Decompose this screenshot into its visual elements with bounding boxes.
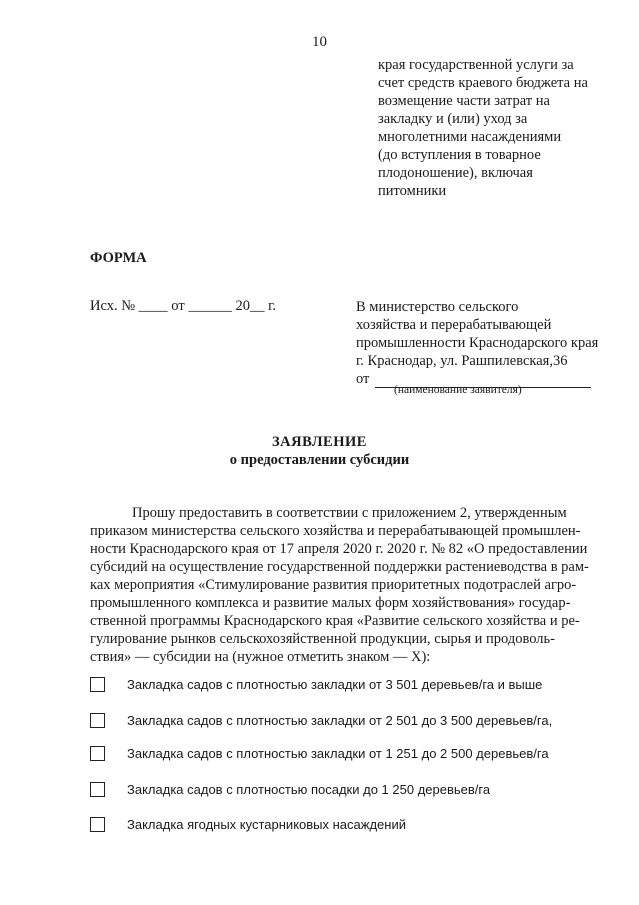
from-label: от: [356, 371, 370, 387]
header-line: питомники: [378, 183, 447, 199]
option-row[interactable]: [90, 713, 552, 728]
body-paragraph: [90, 504, 610, 666]
page-number: 10: [312, 34, 327, 50]
option-label: Закладка ягодных кустарниковых насаждений: [127, 817, 406, 832]
header-line: возмещение части затрат на: [378, 93, 550, 109]
header-line: (до вступления в товарное: [378, 147, 541, 163]
option-checkbox[interactable]: [90, 817, 105, 832]
option-checkbox[interactable]: [90, 782, 105, 797]
addressee-line: В министерство сельского: [356, 299, 519, 315]
option-checkbox[interactable]: [90, 713, 105, 728]
addressee-line: хозяйства и перерабатывающей: [356, 317, 552, 333]
body-line: ствия» — субсидии на (нужное отметить знаком — X):: [90, 649, 431, 665]
option-label: Закладка садов с плотностью закладки от 1 251 до 2 500 деревьев/га: [127, 746, 549, 761]
body-line: Прошу предоставить в соответствии с приложением 2, утвержденным: [132, 505, 567, 521]
option-label: Закладка садов с плотностью посадки до 1 250 деревьев/га: [127, 782, 491, 797]
body-line: приказом министерства сельского хозяйства и перерабатывающей промышлен-: [90, 523, 581, 539]
header-line: закладку и (или) уход за: [378, 111, 528, 127]
form-label: ФОРМА: [90, 250, 147, 266]
option-label: Закладка садов с плотностью закладки от 2 501 до 3 500 деревьев/га,: [127, 713, 553, 728]
option-row[interactable]: [90, 817, 406, 832]
outgoing-number-field[interactable]: Исх. № ____ от ______ 20__ г.: [90, 298, 277, 314]
addressee-line: промышленности Краснодарского края: [356, 335, 599, 351]
header-line: многолетними насаждениями: [378, 129, 562, 145]
body-line: промышленного комплекса и развитие малых форм хозяйствования» государ-: [90, 595, 571, 611]
document-title: ЗАЯВЛЕНИЕ: [272, 434, 367, 450]
body-line: ках мероприятия «Стимулирование развития приоритетных подотраслей агро-: [90, 577, 577, 593]
header-line: плодоношение), включая: [378, 165, 533, 181]
option-row[interactable]: [90, 746, 549, 761]
body-line: ности Краснодарского края от 17 апреля 2020 г. 2020 г. № 82 «О предоставлении: [90, 541, 588, 557]
option-label: Закладка садов с плотностью закладки от 3 501 деревьев/га и выше: [127, 677, 543, 692]
option-checkbox[interactable]: [90, 746, 105, 761]
body-line: субсидий на осуществление государственной поддержки растениеводства в рам-: [90, 559, 589, 575]
option-checkbox[interactable]: [90, 677, 105, 692]
header-line: счет средств краевого бюджета на: [378, 75, 588, 91]
body-line: гулирование рынков сельскохозяйственной продукции, сырья и продоволь-: [90, 631, 555, 647]
addressee-block: [356, 298, 626, 388]
body-line: ственной программы Краснодарского края «Развитие сельского хозяйства и ре-: [90, 613, 580, 629]
document-subtitle: о предоставлении субсидии: [229, 452, 410, 468]
option-row[interactable]: [90, 677, 542, 692]
header-line: края государственной услуги за: [378, 57, 574, 73]
header-block: [378, 56, 628, 200]
applicant-caption: (наименование заявителя): [394, 384, 522, 396]
option-row[interactable]: [90, 782, 490, 797]
addressee-line: г. Краснодар, ул. Рашпилевская,36: [356, 353, 568, 369]
